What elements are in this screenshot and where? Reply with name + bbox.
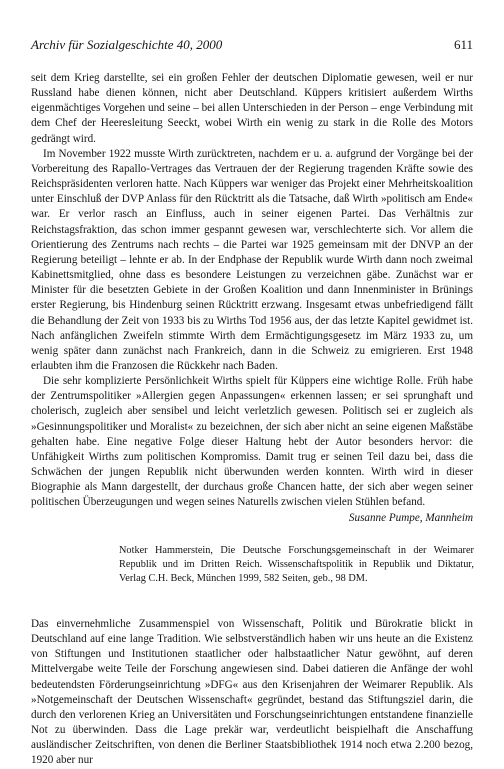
page-number: 611 <box>453 37 473 52</box>
paragraph: Die sehr komplizierte Persönlichkeit Wirths spielt für Küppers eine wichtige Rolle. Früh habe der Zentrumspolitiker »Allergien gegen Anpassungen« erkennen lassen; er sei sprunghaft und cholerisch, zugleich aber sensibel und leicht verletzlich gewesen. Politisch sei er zugleich als »Gesinnungspolitiker und Moralist« zu bezeichnen, der sich aber nicht an seine eigenen Maßstäbe gehalten habe. Eine negative Folge dieser Haltung hebt der Autor besonders hervor: die Unfähigkeit Wirths zum politischen Kompromiss. Damit trug er seinen Teil dazu bei, dass die Schwächen der jungen Republik nicht überwunden werden konnten. Wirth wird in dieser Biographie als Mann dargestellt, der durchaus große Chancen hatte, der sich aber wegen seiner politischen Überzeugungen und wegen seines Naturells zwischen vielen Stühlen befand. <box>31 375 473 509</box>
reviewer-signature: Susanne Pumpe, Mannheim <box>348 511 473 524</box>
journal-title: Archiv für Sozialgeschichte 40, 2000 <box>31 37 223 52</box>
review-dfg-beginning <box>31 617 473 769</box>
running-header <box>31 37 473 53</box>
paragraph: Im November 1922 musste Wirth zurücktreten, nachdem er u. a. aufgrund der Vorgänge bei der Vorbereitung des Rapallo-Vertrages das Vertrauen der der Regierung tragenden Kräfte sowie des Reichspräsidenten verloren hatte. Nach Küppers war weniger das Projekt einer Mehrheitskoalition unter Einschluß der DVP Anlass für den Rücktritt als die Tatsache, daß Wirth »politisch am Ende« war. Er verlor rasch an Einfluss, auch in seiner eigenen Partei. Das Verhältnis zur Reichstagsfraktion, das schon immer gespannt gewesen war, verschlechterte sich. Vor allem die Orientierung des Zentrums nach rechts – die Partei war 1925 gemeinsam mit der DNVP an der Regierung beteiligt – lehnte er ab. In der Endphase der Republik wurde Wirth dann noch zweimal Kabinettsmitglied, ohne dass es besondere Leistungen zu verzeichnen gäbe. Zunächst war er Minister für die besetzten Gebiete in der Großen Koalition und dann Innenminister in Brünings erster Regierung, bis Hindenburg seinen Rücktritt erzwang. Insgesamt etwas unbefriedigend fällt die Behandlung der Zeit von 1933 bis zu Wirths Tod 1956 aus, der das letzte Kapitel gewidmet ist. Nach anfänglichen Zweifeln stimmte Wirth dem Ermächtigungsgesetz im März 1933 zu, um wenig später dann zunächst nach Frankreich, dann in die Schweiz zu emigrieren. Erst 1948 erlaubten ihm die Franzosen die Rückkehr nach Baden. <box>31 147 473 372</box>
book-citation: Notker Hammerstein, Die Deutsche Forschungsgemeinschaft in der Weimarer Republik und im Dritten Reich. Wissenschaftspolitik in Republik und Diktatur, Verlag C.H. Beck, München 1999, 582 Seiten, geb., 98 DM. <box>119 545 474 584</box>
paragraph: Das einvernehmliche Zusammenspiel von Wissenschaft, Politik und Bürokratie blickt in Deutschland auf eine lange Tradition. Wie selbstverständlich haben wir uns heute an die Existenz von Stiftungen und Institutionen staatlicher oder halbstaatlicher Natur gewöhnt, auf deren Mittelvergabe weite Teile der Forschung angewiesen sind. Dabei datieren die Anfänge der wohl bedeutendsten Förderungseinrichtung »DFG« aus den Krisenjahren der Weimarer Republik. Als »Notgemeinschaft der Deutschen Wissenschaft« gegründet, bestand das Stiftungsziel darin, die durch den verlorenen Krieg an Universitäten und Forschungseinrichtungen entstandene finanzielle Not zu überwinden. Dass die Lage prekär war, verdeutlicht beispielhaft die Anschaffung ausländischer Zeitschriften, von denen die Berliner Staatsbibliothek 1914 noch etwa 2.200 bezog, 1920 aber nur <box>31 618 473 767</box>
review-wirth-conclusion <box>31 71 473 526</box>
paragraph: seit dem Krieg darstellte, sei ein großen Fehler der deutschen Diplomatie gewesen, weil er nur Russland habe dienen können, nicht aber Deutschland. Küppers kritisiert außerdem Wirths eigenmächtiges Vorgehen und seine – bei allen Unterschieden in der Person – enge Verbindung mit dem Chef der Heeresleitung Seeckt, wobei Wirth ein wenig zu stark in die Rolle des Motors gedrängt wird. <box>31 72 473 145</box>
